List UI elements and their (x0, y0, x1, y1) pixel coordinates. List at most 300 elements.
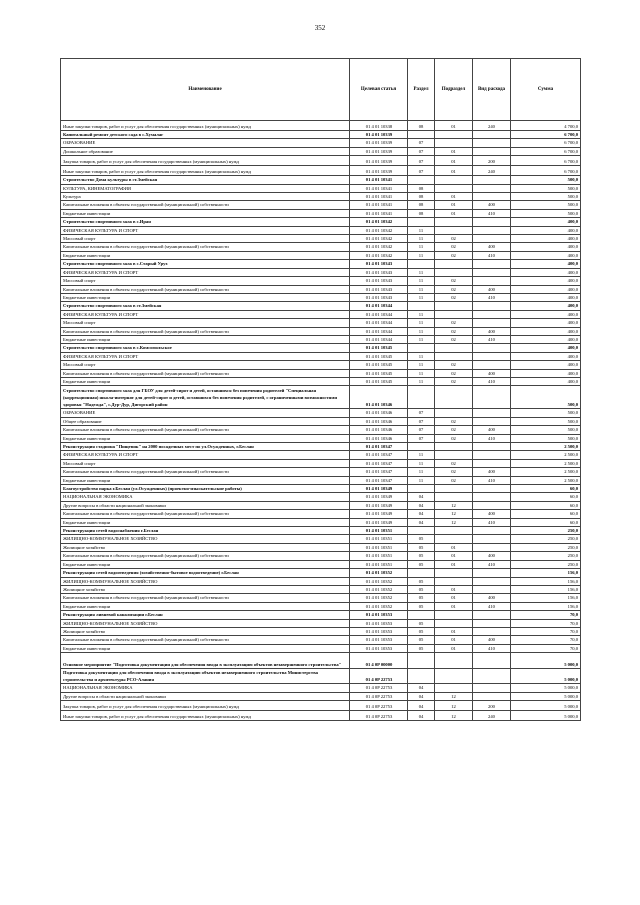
cell-target-article: 01 4 01 10353 (350, 619, 408, 627)
cell-section: 05 (408, 577, 435, 585)
cell-section: 11 (408, 468, 435, 476)
cell-amount: 250,0 (511, 543, 581, 551)
cell-target-article: 01 4 01 10347 (350, 451, 408, 459)
cell-name: Бюджетные инвестиции (61, 518, 350, 526)
cell-subsection (435, 451, 473, 459)
cell-section: 04 (408, 518, 435, 526)
cell-amount: 500,0 (511, 209, 581, 217)
cell-expense-type (473, 319, 511, 327)
cell-amount: 5 000,0 (511, 700, 581, 710)
cell-section: 11 (408, 361, 435, 369)
cell-name: Бюджетные инвестиции (61, 602, 350, 610)
cell-amount: 400,0 (511, 344, 581, 352)
cell-amount: 156,0 (511, 577, 581, 585)
cell-expense-type: 400 (473, 201, 511, 209)
cell-name: Закупка товаров, работ и услуг для обеспечения государственных (муниципальных) нужд (61, 156, 350, 166)
cell-target-article: 01 4 01 10351 (350, 527, 408, 535)
cell-target-article: 01 4 01 10353 (350, 611, 408, 619)
page-number: 352 (314, 24, 326, 32)
cell-target-article: 01 4 01 10342 (350, 235, 408, 243)
cell-name: Реконструкция сетей водоснабжения г.Беслан (61, 527, 350, 535)
cell-subsection: 01 (435, 156, 473, 166)
cell-expense-type: 400 (473, 285, 511, 293)
cell-section: 11 (408, 377, 435, 385)
cell-section (408, 218, 435, 226)
cell-section: 05 (408, 560, 435, 568)
table-row (61, 201, 581, 209)
cell-section: 05 (408, 602, 435, 610)
cell-target-article: 01 4 01 10344 (350, 335, 408, 343)
cell-target-article: 01 4 01 10352 (350, 585, 408, 593)
cell-amount: 60,0 (511, 501, 581, 509)
table-row (61, 139, 581, 147)
cell-target-article: 01 4 01 10353 (350, 644, 408, 652)
header-amount: Сумма (511, 59, 581, 121)
cell-amount: 400,0 (511, 235, 581, 243)
cell-amount: 2 500,0 (511, 468, 581, 476)
table-row (61, 485, 581, 493)
cell-amount: 500,0 (511, 193, 581, 201)
cell-section: 04 (408, 710, 435, 720)
table-row (61, 260, 581, 268)
table-row (61, 602, 581, 610)
table-row (61, 386, 581, 409)
cell-target-article: 01 4 01 10345 (350, 361, 408, 369)
cell-amount: 5 000,0 (511, 668, 581, 684)
cell-expense-type (473, 443, 511, 451)
cell-subsection: 12 (435, 692, 473, 700)
cell-subsection (435, 611, 473, 619)
cell-name: НАЦИОНАЛЬНАЯ ЭКОНОМИКА (61, 493, 350, 501)
table-row (61, 319, 581, 327)
cell-subsection: 02 (435, 235, 473, 243)
cell-target-article: 01 4 01 10343 (350, 277, 408, 285)
cell-target-article: 01 4 01 10339 (350, 139, 408, 147)
cell-name: Строительство спортивного зала в с.Иран (61, 218, 350, 226)
cell-amount: 156,0 (511, 602, 581, 610)
cell-amount: 400,0 (511, 243, 581, 251)
cell-section: 11 (408, 277, 435, 285)
cell-subsection: 02 (435, 468, 473, 476)
cell-target-article: 01 4 01 10346 (350, 386, 408, 409)
cell-expense-type (473, 501, 511, 509)
cell-name: Капитальные вложения в объекты государственной (муниципальной) собственности (61, 636, 350, 644)
cell-target-article: 01 4 01 10352 (350, 577, 408, 585)
cell-target-article: 01 4 0P 00000 (350, 653, 408, 669)
cell-target-article: 01 4 01 10349 (350, 501, 408, 509)
cell-expense-type: 400 (473, 426, 511, 434)
cell-amount: 5 000,0 (511, 653, 581, 669)
cell-subsection: 02 (435, 377, 473, 385)
cell-target-article: 01 4 01 10339 (350, 131, 408, 139)
cell-expense-type: 410 (473, 602, 511, 610)
cell-name: Капитальные вложения в объекты государственной (муниципальной) собственности (61, 201, 350, 209)
cell-section: 11 (408, 226, 435, 234)
cell-name: Иные закупки товаров, работ и услуг для обеспечения государственных (муниципальных) нужд (61, 710, 350, 720)
cell-target-article: 01 4 01 10341 (350, 184, 408, 192)
cell-section (408, 653, 435, 669)
cell-target-article: 01 4 01 10352 (350, 594, 408, 602)
table-row (61, 585, 581, 593)
cell-subsection (435, 485, 473, 493)
cell-target-article: 01 4 01 10347 (350, 468, 408, 476)
table-row (61, 692, 581, 700)
cell-target-article: 01 4 0P 22753 (350, 668, 408, 684)
cell-target-article: 01 4 01 10338 (350, 121, 408, 131)
table-row (61, 518, 581, 526)
cell-name: Бюджетные инвестиции (61, 560, 350, 568)
cell-target-article: 01 4 01 10351 (350, 552, 408, 560)
cell-target-article: 01 4 01 10349 (350, 518, 408, 526)
cell-expense-type: 400 (473, 327, 511, 335)
cell-amount: 5 000,0 (511, 692, 581, 700)
cell-amount: 400,0 (511, 293, 581, 301)
cell-subsection: 01 (435, 193, 473, 201)
cell-amount: 400,0 (511, 251, 581, 259)
cell-expense-type (473, 619, 511, 627)
table-row (61, 653, 581, 669)
table-row (61, 268, 581, 276)
cell-target-article: 01 4 01 10344 (350, 327, 408, 335)
cell-section (408, 386, 435, 409)
cell-expense-type (473, 485, 511, 493)
table-row (61, 627, 581, 635)
cell-subsection: 02 (435, 251, 473, 259)
cell-name: Массовый спорт (61, 459, 350, 467)
cell-subsection: 12 (435, 518, 473, 526)
budget-table-container (60, 58, 580, 721)
cell-section: 05 (408, 552, 435, 560)
cell-name: Дошкольное образование (61, 147, 350, 155)
cell-name: Закупка товаров, работ и услуг для обеспечения государственных (муниципальных) нужд (61, 700, 350, 710)
cell-amount: 4 700,0 (511, 121, 581, 131)
cell-subsection: 01 (435, 552, 473, 560)
cell-name: Бюджетные инвестиции (61, 377, 350, 385)
cell-amount: 5 000,0 (511, 684, 581, 692)
cell-section: 05 (408, 535, 435, 543)
cell-name: Массовый спорт (61, 235, 350, 243)
cell-amount: 400,0 (511, 369, 581, 377)
cell-section: 07 (408, 166, 435, 176)
cell-name: Строительство спортивного зала в с.Старый Урух (61, 260, 350, 268)
cell-name: Реконструкция ливневой канализации г.Беслан (61, 611, 350, 619)
cell-name: Капитальный ремонт детского сада в с.Хумалаг (61, 131, 350, 139)
table-row (61, 417, 581, 425)
cell-expense-type: 410 (473, 377, 511, 385)
cell-section: 08 (408, 209, 435, 217)
cell-target-article: 01 4 01 10344 (350, 319, 408, 327)
cell-target-article: 01 4 01 10342 (350, 218, 408, 226)
cell-section: 11 (408, 285, 435, 293)
cell-section: 05 (408, 644, 435, 652)
table-row (61, 493, 581, 501)
cell-subsection (435, 260, 473, 268)
cell-amount: 400,0 (511, 218, 581, 226)
table-row (61, 251, 581, 259)
cell-target-article: 01 4 01 10346 (350, 409, 408, 417)
cell-amount: 250,0 (511, 527, 581, 535)
cell-expense-type (473, 226, 511, 234)
cell-subsection: 02 (435, 285, 473, 293)
table-row (61, 131, 581, 139)
cell-name: Жилищное хозяйство (61, 585, 350, 593)
table-row (61, 235, 581, 243)
cell-target-article: 01 4 01 10343 (350, 268, 408, 276)
cell-amount: 400,0 (511, 361, 581, 369)
cell-section (408, 485, 435, 493)
table-row (61, 644, 581, 652)
cell-subsection: 02 (435, 335, 473, 343)
cell-name: Жилищное хозяйство (61, 543, 350, 551)
cell-target-article: 01 4 01 10341 (350, 176, 408, 184)
cell-subsection: 02 (435, 293, 473, 301)
cell-section (408, 302, 435, 310)
table-row (61, 218, 581, 226)
table-row (61, 293, 581, 301)
table-row (61, 611, 581, 619)
cell-expense-type: 410 (473, 434, 511, 442)
cell-target-article: 01 4 01 10342 (350, 226, 408, 234)
table-row (61, 377, 581, 385)
table-row (61, 243, 581, 251)
cell-section (408, 611, 435, 619)
cell-name: ФИЗИЧЕСКАЯ КУЛЬТУРА И СПОРТ (61, 352, 350, 360)
cell-amount: 400,0 (511, 226, 581, 234)
table-row (61, 668, 581, 684)
cell-amount: 500,0 (511, 201, 581, 209)
cell-name: Реконструкция стадиона "Пищевик" на 2000 посадочных мест по ул.Осужденных, г.Беслан (61, 443, 350, 451)
cell-name: Бюджетные инвестиции (61, 644, 350, 652)
cell-section: 04 (408, 493, 435, 501)
table-row (61, 285, 581, 293)
cell-amount: 250,0 (511, 535, 581, 543)
cell-subsection (435, 302, 473, 310)
table-row (61, 434, 581, 442)
cell-expense-type (473, 344, 511, 352)
cell-amount: 400,0 (511, 352, 581, 360)
cell-subsection: 01 (435, 644, 473, 652)
table-row (61, 700, 581, 710)
table-row (61, 369, 581, 377)
cell-name: ФИЗИЧЕСКАЯ КУЛЬТУРА И СПОРТ (61, 310, 350, 318)
cell-amount: 70,0 (511, 627, 581, 635)
cell-expense-type (473, 386, 511, 409)
cell-amount: 5 000,0 (511, 710, 581, 720)
table-row (61, 176, 581, 184)
cell-subsection (435, 176, 473, 184)
cell-target-article: 01 4 01 10351 (350, 560, 408, 568)
cell-expense-type (473, 451, 511, 459)
cell-target-article: 01 4 01 10344 (350, 310, 408, 318)
table-row (61, 166, 581, 176)
cell-name: Основное мероприятие "Подготовка документации для обеспечения ввода в эксплуатацию объектов незавершенного строительства" (61, 653, 350, 669)
cell-expense-type: 240 (473, 121, 511, 131)
cell-section: 11 (408, 293, 435, 301)
cell-name: Общее образование (61, 417, 350, 425)
cell-expense-type: 410 (473, 476, 511, 484)
cell-subsection (435, 535, 473, 543)
cell-target-article: 01 4 01 10341 (350, 201, 408, 209)
cell-name: ФИЗИЧЕСКАЯ КУЛЬТУРА И СПОРТ (61, 451, 350, 459)
cell-section: 05 (408, 619, 435, 627)
cell-name: Строительство Дома культуры в ст.Змейская (61, 176, 350, 184)
cell-name: Бюджетные инвестиции (61, 335, 350, 343)
cell-amount: 6 700,0 (511, 139, 581, 147)
cell-name: ФИЗИЧЕСКАЯ КУЛЬТУРА И СПОРТ (61, 226, 350, 234)
cell-subsection (435, 653, 473, 669)
cell-expense-type: 410 (473, 209, 511, 217)
cell-target-article: 01 4 0P 22753 (350, 710, 408, 720)
table-row (61, 569, 581, 577)
cell-expense-type (473, 352, 511, 360)
cell-section: 04 (408, 684, 435, 692)
cell-subsection: 02 (435, 417, 473, 425)
cell-expense-type: 400 (473, 552, 511, 560)
cell-target-article: 01 4 01 10343 (350, 260, 408, 268)
cell-subsection: 01 (435, 602, 473, 610)
table-row (61, 226, 581, 234)
cell-expense-type: 240 (473, 710, 511, 720)
cell-name: ЖИЛИЩНО-КОММУНАЛЬНОЕ ХОЗЯЙСТВО (61, 577, 350, 585)
cell-expense-type: 400 (473, 243, 511, 251)
cell-target-article: 01 4 01 10342 (350, 251, 408, 259)
table-row (61, 636, 581, 644)
cell-target-article: 01 4 0P 22753 (350, 684, 408, 692)
table-row (61, 577, 581, 585)
cell-amount: 400,0 (511, 377, 581, 385)
cell-expense-type (473, 260, 511, 268)
cell-name: Массовый спорт (61, 277, 350, 285)
cell-name: ОБРАЗОВАНИЕ (61, 409, 350, 417)
table-row (61, 277, 581, 285)
cell-section: 11 (408, 243, 435, 251)
cell-section: 11 (408, 327, 435, 335)
cell-section: 11 (408, 235, 435, 243)
cell-subsection: 01 (435, 121, 473, 131)
cell-name: Капитальные вложения в объекты государственной (муниципальной) собственности (61, 369, 350, 377)
cell-amount: 6 700,0 (511, 166, 581, 176)
cell-section: 11 (408, 451, 435, 459)
cell-amount: 60,0 (511, 518, 581, 526)
cell-amount: 156,0 (511, 585, 581, 593)
cell-amount: 60,0 (511, 510, 581, 518)
cell-section: 05 (408, 636, 435, 644)
cell-name: Иные закупки товаров, работ и услуг для обеспечения государственных (муниципальных) нужд (61, 121, 350, 131)
cell-section: 11 (408, 268, 435, 276)
cell-target-article: 01 4 01 10352 (350, 569, 408, 577)
cell-target-article: 01 4 01 10341 (350, 209, 408, 217)
cell-name: Капитальные вложения в объекты государственной (муниципальной) собственности (61, 285, 350, 293)
cell-name: Капитальные вложения в объекты государственной (муниципальной) собственности (61, 594, 350, 602)
cell-amount: 6 700,0 (511, 147, 581, 155)
cell-section (408, 443, 435, 451)
cell-name: Другие вопросы в области национальной экономики (61, 501, 350, 509)
table-row (61, 327, 581, 335)
table-header-row (61, 59, 581, 121)
cell-target-article: 01 4 01 10353 (350, 627, 408, 635)
table-row (61, 476, 581, 484)
cell-target-article: 01 4 01 10345 (350, 352, 408, 360)
cell-amount: 250,0 (511, 552, 581, 560)
cell-name: Капитальные вложения в объекты государственной (муниципальной) собственности (61, 243, 350, 251)
cell-name: Строительство спортивного зала в с.Комсомольское (61, 344, 350, 352)
cell-target-article: 01 4 01 10343 (350, 293, 408, 301)
cell-section (408, 527, 435, 535)
cell-subsection: 02 (435, 369, 473, 377)
cell-expense-type (473, 235, 511, 243)
cell-name: Капитальные вложения в объекты государственной (муниципальной) собственности (61, 426, 350, 434)
cell-target-article: 01 4 01 10342 (350, 243, 408, 251)
cell-target-article: 01 4 01 10349 (350, 493, 408, 501)
cell-amount: 500,0 (511, 184, 581, 192)
cell-amount: 400,0 (511, 335, 581, 343)
cell-amount: 70,0 (511, 644, 581, 652)
cell-name: Бюджетные инвестиции (61, 293, 350, 301)
cell-amount: 2 500,0 (511, 443, 581, 451)
cell-name: Массовый спорт (61, 361, 350, 369)
cell-name: Реконструкция сетей водоотведения (хозяйственно-бытовое водоотведение) г.Беслан (61, 569, 350, 577)
cell-subsection (435, 527, 473, 535)
cell-name: Бюджетные инвестиции (61, 434, 350, 442)
cell-expense-type (473, 310, 511, 318)
cell-expense-type: 410 (473, 335, 511, 343)
cell-subsection: 02 (435, 243, 473, 251)
cell-subsection (435, 619, 473, 627)
cell-section: 08 (408, 121, 435, 131)
cell-amount: 2 500,0 (511, 459, 581, 467)
cell-expense-type: 400 (473, 369, 511, 377)
table-row (61, 193, 581, 201)
cell-subsection: 01 (435, 166, 473, 176)
cell-target-article: 01 4 01 10346 (350, 417, 408, 425)
cell-subsection: 02 (435, 327, 473, 335)
cell-section: 08 (408, 201, 435, 209)
cell-expense-type (473, 692, 511, 700)
cell-section: 05 (408, 594, 435, 602)
cell-name: ФИЗИЧЕСКАЯ КУЛЬТУРА И СПОРТ (61, 268, 350, 276)
table-row (61, 510, 581, 518)
table-row (61, 535, 581, 543)
table-row (61, 543, 581, 551)
cell-amount: 400,0 (511, 302, 581, 310)
table-row (61, 352, 581, 360)
cell-expense-type (473, 176, 511, 184)
cell-expense-type (473, 147, 511, 155)
cell-section: 05 (408, 585, 435, 593)
cell-section (408, 131, 435, 139)
cell-name: Подготовка документации для обеспечения ввода в эксплуатацию объектов незавершенного строительства Министерства строительства и архитектуры РСО-Алания (61, 668, 350, 684)
cell-amount: 500,0 (511, 417, 581, 425)
cell-name: НАЦИОНАЛЬНАЯ ЭКОНОМИКА (61, 684, 350, 692)
cell-expense-type: 200 (473, 156, 511, 166)
cell-subsection: 01 (435, 594, 473, 602)
cell-subsection: 01 (435, 560, 473, 568)
cell-section (408, 176, 435, 184)
cell-subsection (435, 409, 473, 417)
cell-section: 11 (408, 319, 435, 327)
cell-amount: 250,0 (511, 560, 581, 568)
cell-expense-type: 410 (473, 560, 511, 568)
cell-amount: 6 700,0 (511, 156, 581, 166)
table-row (61, 619, 581, 627)
cell-expense-type (473, 684, 511, 692)
cell-expense-type: 200 (473, 700, 511, 710)
cell-name: Жилищное хозяйство (61, 627, 350, 635)
table-row (61, 443, 581, 451)
cell-subsection: 02 (435, 434, 473, 442)
cell-subsection (435, 344, 473, 352)
cell-expense-type (473, 131, 511, 139)
